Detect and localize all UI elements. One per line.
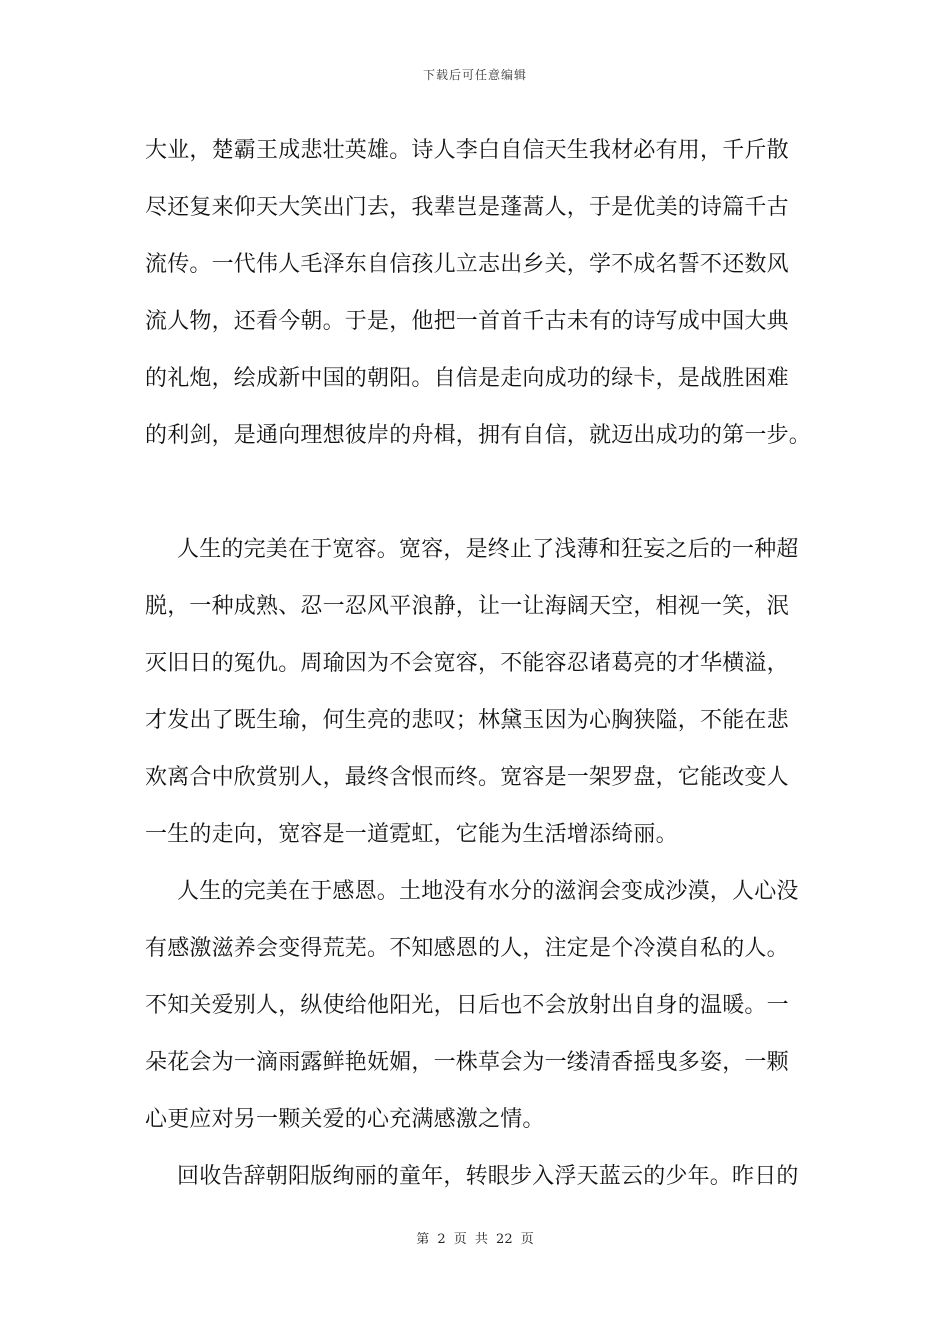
text-line: 回收告辞朝阳版绚丽的童年，转眼步入浮天蓝云的少年。昨日的 [177,1164,799,1189]
text-line: 脱，一种成熟、忍一忍风平浪静，让一让海阔天空，相视一笑，泯 [145,594,789,619]
text-line: 心更应对另一颗关爱的心充满感激之情。 [145,1107,545,1132]
text-line: 人生的完美在于宽容。宽容，是终止了浅薄和狂妄之后的一种超 [177,537,799,562]
text-line: 尽还复来仰天大笑出门去，我辈岂是蓬蒿人，于是优美的诗篇千古 [145,195,789,220]
text-line: 流传。一代伟人毛泽东自信孩儿立志出乡关，学不成名誓不还数风 [145,252,789,277]
page-footer: 第 2 页 共 22 页 [416,1232,534,1247]
paragraph-gratitude [145,877,810,1162]
text-line: 流人物，还看今朝。于是，他把一首首千古未有的诗写成中国大典 [145,309,789,334]
text-line: 人生的完美在于感恩。土地没有水分的滋润会变成沙漠，人心没 [177,879,799,904]
text-line: 朵花会为一滴雨露鲜艳妩媚，一株草会为一缕清香摇曳多姿，一颗 [145,1050,789,1075]
paragraph-confidence [145,136,810,478]
text-line: 的礼炮，绘成新中国的朝阳。自信是走向成功的绿卡，是战胜困难 [145,366,789,391]
text-line: 灭旧日的冤仇。周瑜因为不会宽容，不能容忍诸葛亮的才华横溢， [145,651,789,676]
text-line: 有感激滋养会变得荒芜。不知感恩的人，注定是个冷漠自私的人。 [145,936,789,961]
paragraph-spacer [145,478,810,535]
text-line: 欢离合中欣赏别人，最终含恨而终。宽容是一架罗盘，它能改变人 [145,765,789,790]
paragraph-tolerance [145,535,810,877]
text-line: 一生的走向，宽容是一道霓虹，它能为生活增添绮丽。 [145,822,678,847]
text-line: 才发出了既生瑜，何生亮的悲叹；林黛玉因为心胸狭隘，不能在悲 [145,708,789,733]
text-line: 不知关爱别人，纵使给他阳光，日后也不会放射出自身的温暖。一 [145,993,789,1018]
text-line: 大业，楚霸王成悲壮英雄。诗人李白自信天生我材必有用，千斤散 [145,138,789,163]
document-body [145,136,810,1219]
text-line: 的利剑，是通向理想彼岸的舟楫，拥有自信，就迈出成功的第一步。 [145,423,812,448]
paragraph-childhood [145,1162,810,1219]
page-header: 下载后可任意编辑 [422,68,527,82]
